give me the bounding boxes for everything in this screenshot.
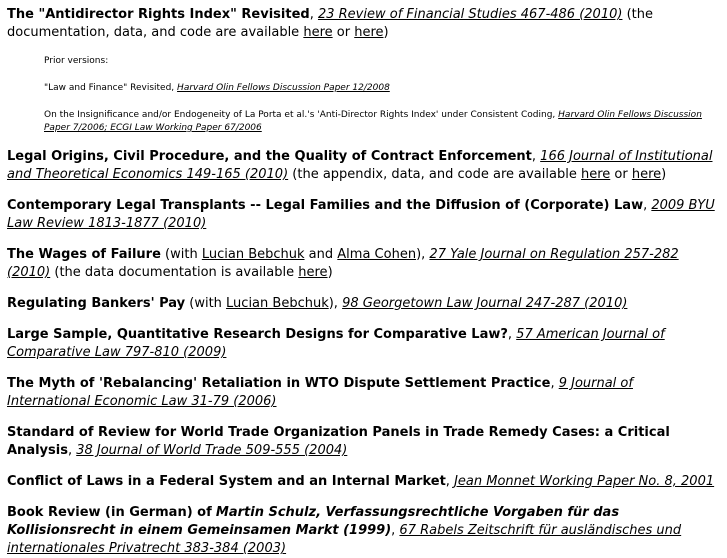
publication-entry: Standard of Review for World Trade Organization Panels in Trade Remedy Cases: a Critical Analysis, 38 Journal of World Trade 509-555 (2004)	[7, 425, 670, 458]
with-text: (with	[189, 296, 222, 311]
publication-entry: Legal Origins, Civil Procedure, and the Quality of Contract Enforcement, 166 Journal of Institutional and Theoretical Economics 149-165 (2010) (the appendix, data, and code are available here or here)	[7, 149, 713, 182]
note-close: )	[327, 265, 333, 280]
citation-link[interactable]: 27 Yale Journal on Regulation 257-282 (2010)	[7, 247, 679, 280]
with-text: (with	[165, 247, 198, 262]
citation-link[interactable]: 2009 BYU Law Review 1813-1877 (2010)	[7, 198, 715, 231]
publication-entry: Conflict of Laws in a Federal System and an Internal Market, Jean Monnet Working Paper No. 8, 2001	[7, 474, 715, 489]
coauthor-link[interactable]: Alma Cohen	[337, 247, 417, 262]
reviewed-book: Martin Schulz, Verfassungsrechtliche Vorgaben für das Kollisionsrecht in einem Gemeinsamen Markt (1999)	[7, 505, 620, 538]
citation-link[interactable]: 23 Review of Financial Studies 467-486 (2010)	[317, 7, 623, 22]
citation-link[interactable]: Jean Monnet Working Paper No. 8, 2001	[454, 474, 715, 489]
publication-entry: Large Sample, Quantitative Research Designs for Comparative Law?, 57 American Journal of Comparative Law 797-810 (2009)	[7, 327, 665, 360]
publication-title: The Myth of 'Rebalancing' Retaliation in WTO Dispute Settlement Practice	[7, 376, 551, 391]
availability-note: (the documentation, data, and code are available	[7, 7, 653, 40]
availability-note: (the appendix, data, and code are available	[292, 167, 577, 182]
publication-title: The Wages of Failure	[7, 247, 161, 262]
citation-link[interactable]: 38 Journal of World Trade 509-555 (2004)	[76, 443, 348, 458]
publication-title: Regulating Bankers' Pay	[7, 296, 186, 311]
or-text: or	[336, 25, 351, 40]
with-close: ),	[416, 247, 426, 262]
and-text: and	[308, 247, 334, 262]
publication-title: Book Review (in German) of	[7, 505, 212, 520]
prior-version-title: "Law and Finance" Revisited,	[44, 83, 175, 93]
citation-link[interactable]: 98 Georgetown Law Journal 247-287 (2010)	[342, 296, 628, 311]
with-close: ),	[328, 296, 338, 311]
availability-note: (the data documentation is available	[54, 265, 295, 280]
publication-entry: The Myth of 'Rebalancing' Retaliation in WTO Dispute Settlement Practice, 9 Journal of International Economic Law 31-79 (2006)	[7, 376, 633, 409]
documentation-link-2[interactable]: here	[354, 25, 384, 40]
publication-entry	[7, 295, 720, 313]
coauthor-link[interactable]: Lucian Bebchuk	[201, 247, 305, 262]
documentation-link-1[interactable]: here	[303, 25, 333, 40]
prior-versions	[44, 55, 720, 135]
prior-versions-heading: Prior versions:	[44, 56, 109, 66]
appendix-link-1[interactable]: here	[580, 167, 611, 182]
publication-title: Conflict of Laws in a Federal System and an Internal Market	[7, 474, 446, 489]
publication-entry: The "Antidirector Rights Index" Revisited, 23 Review of Financial Studies 467-486 (2010) (the documentation, data, and code are available here or here)	[7, 7, 653, 40]
or-text: or	[614, 167, 628, 182]
note-close: )	[661, 167, 667, 182]
appendix-link-2[interactable]: here	[631, 167, 662, 182]
publication-title: Standard of Review for World Trade Organization Panels in Trade Remedy Cases: a Critical Analysis	[7, 425, 670, 458]
publication-title: Large Sample, Quantitative Research Designs for Comparative Law?	[7, 327, 508, 342]
citation-link[interactable]: 57 American Journal of Comparative Law 797-810 (2009)	[7, 327, 665, 360]
publication-title: The "Antidirector Rights Index" Revisited	[7, 7, 310, 22]
publication-entry: Book Review (in German) of Martin Schulz, Verfassungsrechtliche Vorgaben für das Kollisionsrecht in einem Gemeinsamen Markt (1999), 67 Rabels Zeitschrift für ausländisches und internationales Privatrecht 383-384 (2003)	[7, 505, 682, 556]
prior-version-item	[44, 109, 720, 135]
prior-version-title: On the Insignificance and/or Endogeneity of La Porta et al.'s 'Anti-Director Rights Index' under Consistent Coding,	[44, 110, 556, 120]
prior-version-link[interactable]: Harvard Olin Fellows Discussion Paper 7/2006; ECGI Law Working Paper 67/2006	[44, 110, 702, 133]
data-documentation-link[interactable]: here	[298, 265, 328, 280]
publication-title: Contemporary Legal Transplants -- Legal Families and the Diffusion of (Corporate) Law	[7, 198, 644, 213]
citation-link[interactable]: 166 Journal of Institutional and Theoretical Economics 149-165 (2010)	[7, 149, 713, 182]
publication-entry	[7, 246, 720, 282]
publication-entry: Contemporary Legal Transplants -- Legal Families and the Diffusion of (Corporate) Law, 2009 BYU Law Review 1813-1877 (2010)	[7, 198, 715, 231]
citation-link[interactable]: 9 Journal of International Economic Law 31-79 (2006)	[7, 376, 633, 409]
publication-title: Legal Origins, Civil Procedure, and the Quality of Contract Enforcement	[7, 149, 532, 164]
note-close: )	[383, 25, 389, 40]
prior-version-item	[44, 82, 720, 95]
coauthor-link[interactable]: Lucian Bebchuk	[226, 296, 329, 311]
citation-link[interactable]: 67 Rabels Zeitschrift für ausländisches und internationales Privatrecht 383-384 (2003)	[7, 523, 682, 556]
prior-version-link[interactable]: Harvard Olin Fellows Discussion Paper 12/2008	[177, 83, 390, 93]
